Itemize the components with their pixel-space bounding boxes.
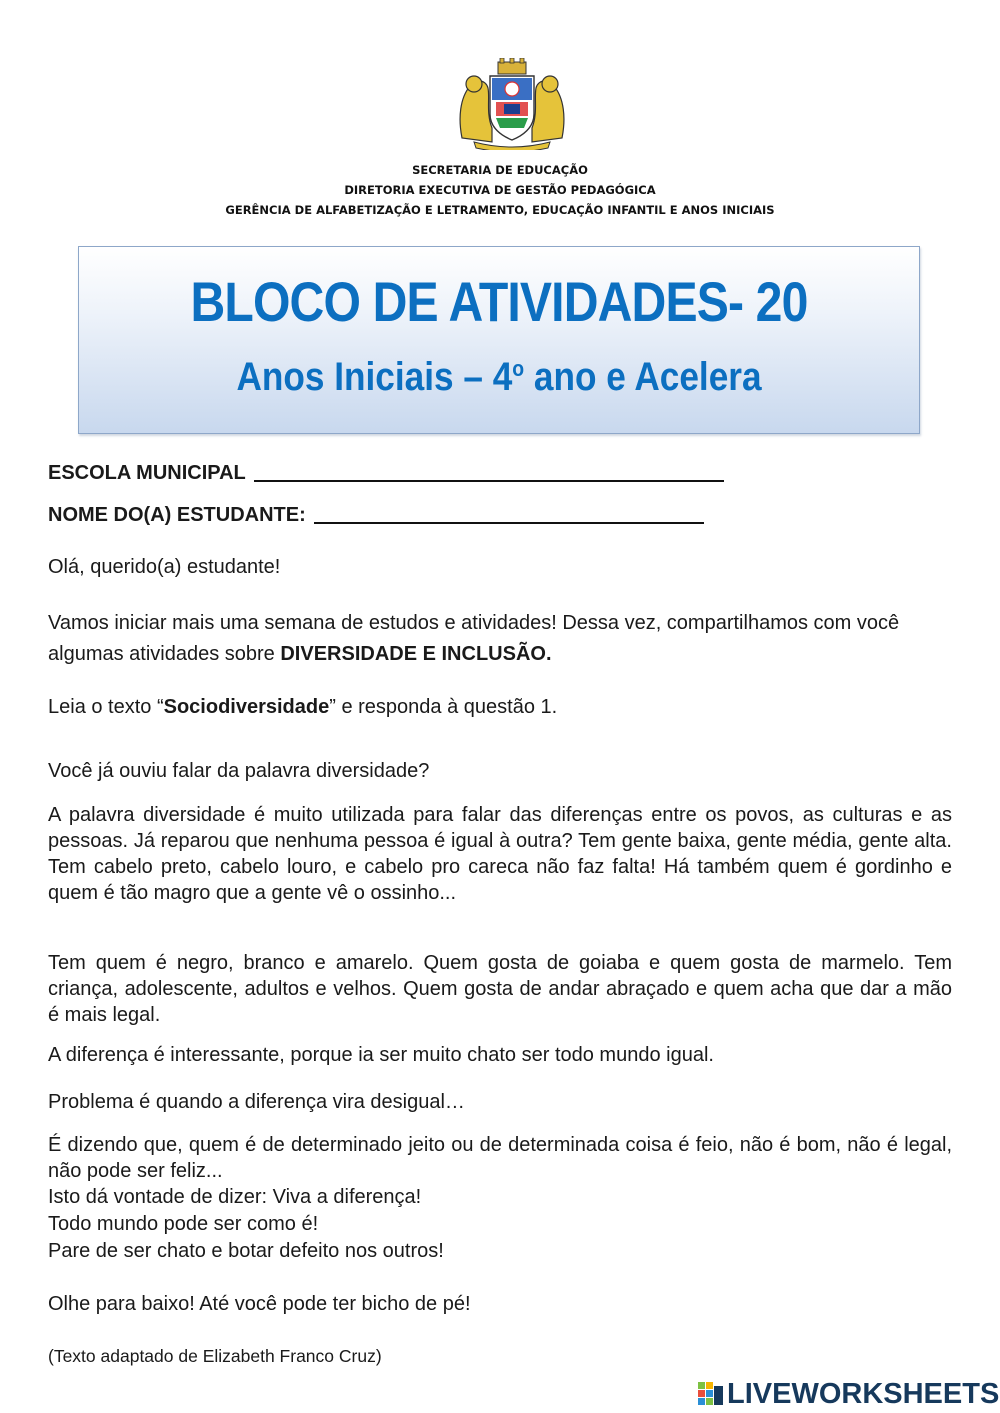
- title-banner: [78, 246, 920, 434]
- text-title: Sociodiversidade: [163, 696, 330, 718]
- student-label: NOME DO(A) ESTUDANTE:: [48, 504, 306, 526]
- student-field: [48, 504, 704, 527]
- intro-text: Vamos iniciar mais uma semana de estudos e atividades! Dessa vez, compartilhamos com você algumas atividades sobre: [48, 612, 900, 665]
- text-question: Você já ouviu falar da palavra diversidade?: [48, 760, 430, 782]
- header-line-1: SECRETARIA DE EDUCAÇÃO: [412, 163, 588, 177]
- text-paragraph-4: Problema é quando a diferença vira desigual…: [48, 1091, 465, 1113]
- intro-topic: DIVERSIDADE E INCLUSÃO.: [280, 643, 552, 665]
- text-line-7: Todo mundo pode ser como é!: [48, 1213, 319, 1235]
- text-line-6: Isto dá vontade de dizer: Viva a diferença!: [48, 1186, 422, 1208]
- intro-paragraph: [48, 608, 952, 670]
- subtitle-post: ano e Acelera: [524, 355, 762, 399]
- school-input-line[interactable]: [254, 462, 724, 482]
- reading-instruction: [48, 694, 952, 720]
- header-line-2: DIRETORIA EXECUTIVA DE GESTÃO PEDAGÓGICA: [344, 183, 656, 197]
- page-subtitle: [129, 355, 868, 400]
- brand-name: LIVEWORKSHEETS: [727, 1377, 1000, 1410]
- text-paragraph-9: Olhe para baixo! Até você pode ter bicho de pé!: [48, 1293, 471, 1315]
- text-paragraph-2: Tem quem é negro, branco e amarelo. Quem gosta de goiaba e quem gosta de marmelo. Tem criança, adolescente, adultos e velhos. Quem gosta de andar abraçado e quem acha que dar a mão é mais legal.: [48, 952, 952, 1026]
- instruction-pre: Leia o texto “: [48, 696, 164, 718]
- header-institution: [0, 160, 1000, 220]
- brand-watermark: [698, 1378, 999, 1410]
- greeting: Olá, querido(a) estudante!: [48, 556, 281, 578]
- instruction-post: ” e responda à questão 1.: [329, 696, 558, 718]
- page-title: BLOCO DE ATIVIDADES- 20: [190, 270, 808, 333]
- text-line-8: Pare de ser chato e botar defeito nos outros!: [48, 1240, 444, 1262]
- header-line-3: GERÊNCIA DE ALFABETIZAÇÃO E LETRAMENTO, EDUCAÇÃO INFANTIL E ANOS INICIAIS: [225, 203, 775, 217]
- subtitle-pre: Anos Iniciais – 4: [236, 355, 513, 399]
- coat-of-arms-icon: [452, 58, 572, 150]
- liveworksheets-logo-icon: [698, 1381, 724, 1407]
- subtitle-ordinal: o: [512, 356, 525, 381]
- text-paragraph-3: A diferença é interessante, porque ia ser muito chato ser todo mundo igual.: [48, 1044, 714, 1066]
- text-paragraph-1: A palavra diversidade é muito utilizada para falar das diferenças entre os povos, as culturas e as pessoas. Já reparou que nenhuma pessoa é igual à outra? Tem gente baixa, gente média, gente alta. Tem cabelo preto, cabelo louro, e cabelo pro careca não faz falta! Há também quem é gordinho e quem é tão magro que a gente vê o ossinho...: [48, 804, 952, 904]
- school-field: [48, 462, 724, 485]
- text-source: (Texto adaptado de Elizabeth Franco Cruz): [48, 1346, 382, 1366]
- student-input-line[interactable]: [314, 504, 704, 524]
- school-label: ESCOLA MUNICIPAL: [48, 462, 246, 484]
- text-paragraph-5: É dizendo que, quem é de determinado jeito ou de determinada coisa é feio, não é bom, não é legal, não pode ser feliz...: [48, 1134, 952, 1182]
